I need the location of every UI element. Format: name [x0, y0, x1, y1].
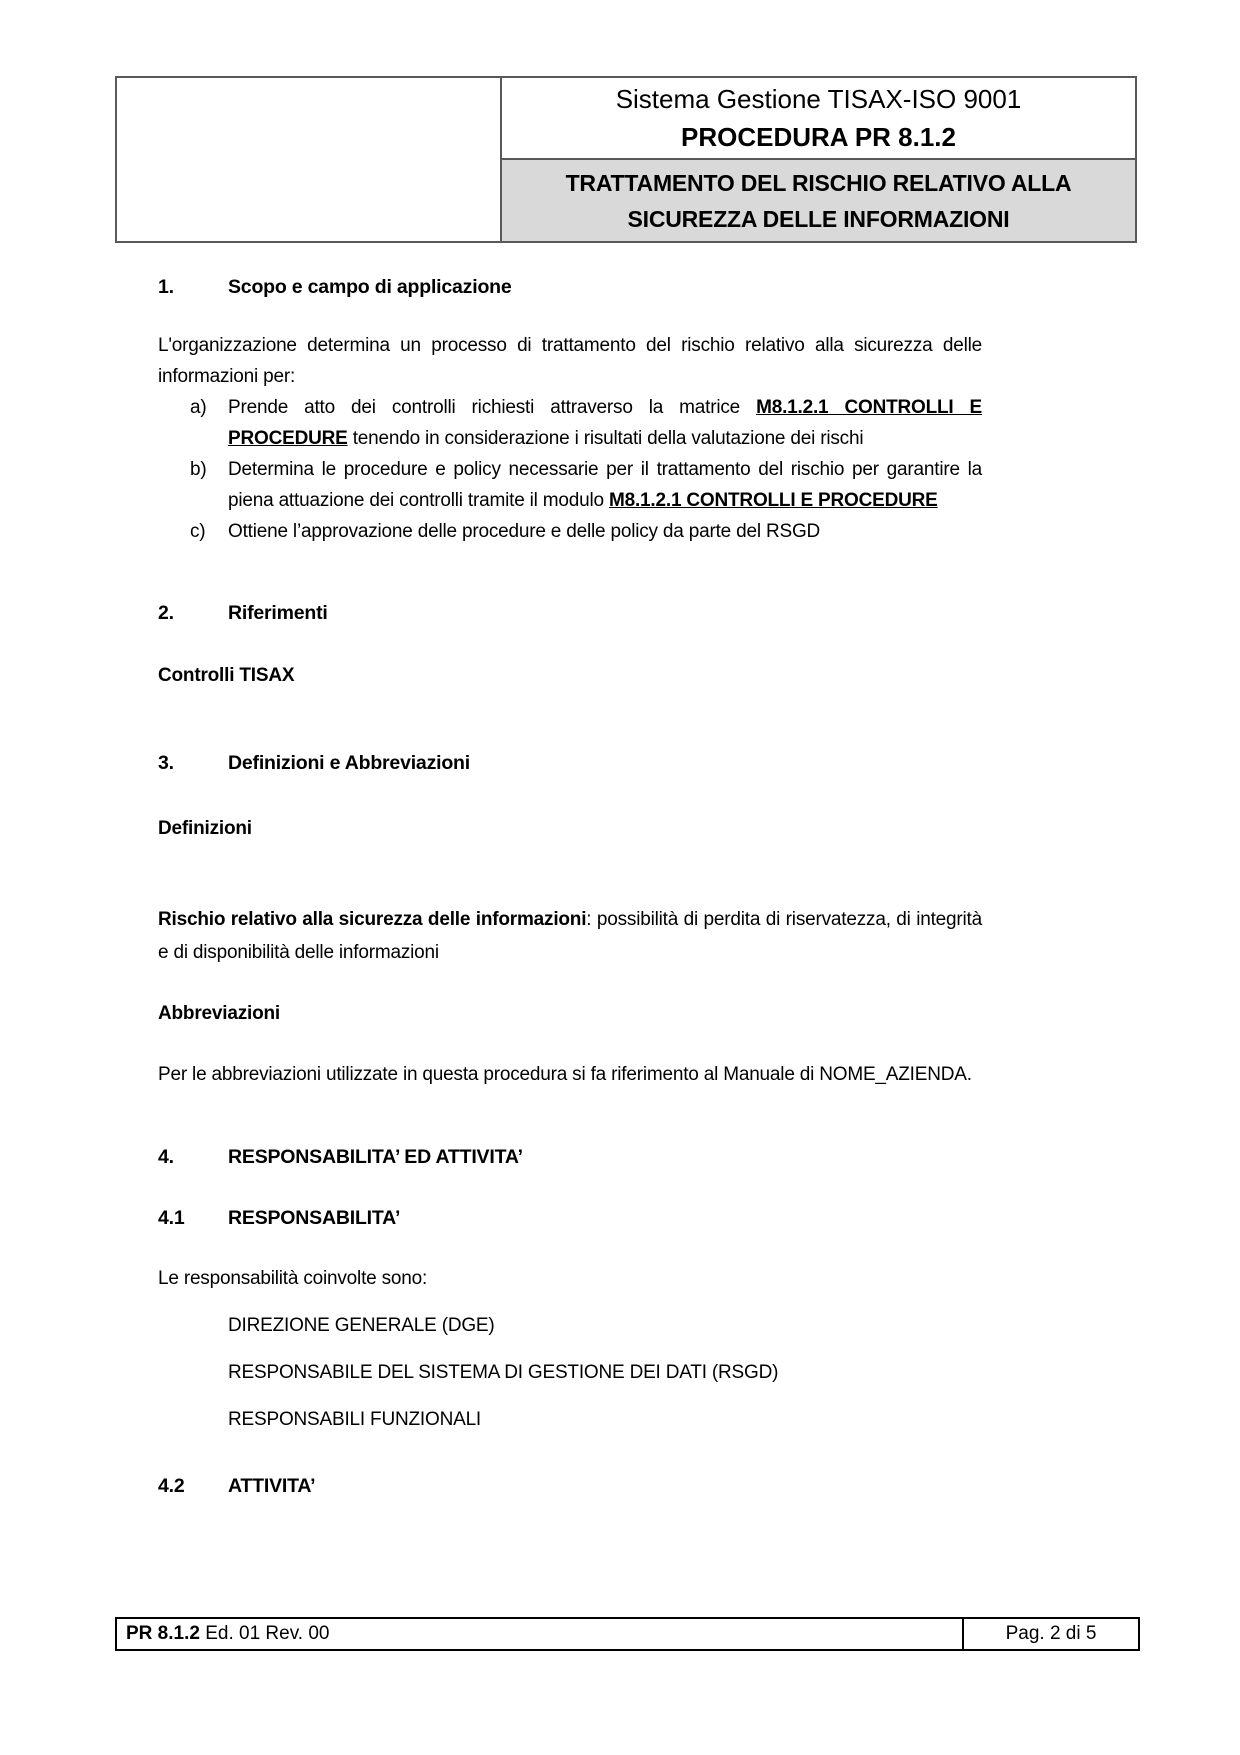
- module-reference: M8.1.2.1 CONTROLLI E PROCEDURE: [608, 490, 938, 511]
- logo-placeholder: [117, 78, 502, 241]
- list-item-c: [158, 516, 982, 547]
- definition-text: : possibilità di perdita di riservatezza, di integrità e di disponibilità delle informazioni: [158, 909, 982, 963]
- list-item-a: [158, 392, 982, 454]
- responsibility-item: DIREZIONE GENERALE (DGE): [228, 1315, 495, 1336]
- list-text-b: [228, 454, 982, 516]
- document-body: [158, 272, 982, 1502]
- responsibilities-intro: Le responsabilità coinvolte sono:: [158, 1268, 428, 1289]
- abbreviations-paragraph: Per le abbreviazioni utilizzate in questa procedura si fa riferimento al Manuale di NOME_AZIENDA.: [158, 1064, 972, 1085]
- section-2-heading: [158, 598, 982, 629]
- definitions-label: Definizioni: [158, 818, 252, 839]
- section-4-2-number: 4.2: [158, 1475, 185, 1497]
- list-c-pre: Ottiene l’approvazione delle procedure e delle policy da parte del RSGD: [228, 521, 821, 542]
- section-4-1-title: RESPONSABILITA’: [228, 1207, 401, 1229]
- responsibility-item: RESPONSABILE DEL SISTEMA DI GESTIONE DEI DATI (RSGD): [228, 1362, 779, 1383]
- section-1-heading: [158, 272, 982, 303]
- responsibility-item: RESPONSABILI FUNZIONALI: [228, 1409, 482, 1430]
- footer-page-cell: [962, 1619, 1138, 1649]
- section-4-2-title: ATTIVITA’: [228, 1475, 316, 1497]
- list-a-post: tenendo in considerazione i risultati della valutazione dei rischi: [347, 428, 864, 449]
- section-2-title: Riferimenti: [228, 602, 328, 624]
- section-1-number: 1.: [158, 276, 174, 298]
- list-marker-c: c): [190, 521, 206, 542]
- list-marker-b: b): [190, 459, 207, 480]
- section-4-title: RESPONSABILITA’ ED ATTIVITA’: [228, 1146, 523, 1168]
- list-text-c: [228, 516, 982, 547]
- section-1-intro: L'organizzazione determina un processo di trattamento del rischio relativo alla sicurezza delle informazioni per:: [158, 335, 982, 387]
- definition-term: Rischio relativo alla sicurezza delle informazioni: [158, 909, 587, 930]
- header-title-cell: [502, 78, 1135, 160]
- definition-paragraph: [158, 903, 982, 969]
- footer-edition: Ed. 01 Rev. 00: [199, 1623, 330, 1644]
- section-3-heading: [158, 748, 982, 779]
- section-2-number: 2.: [158, 602, 174, 624]
- abbreviations-label: Abbreviazioni: [158, 1003, 280, 1024]
- section-3-title: Definizioni e Abbreviazioni: [228, 752, 470, 774]
- procedure-title: PROCEDURA PR 8.1.2: [681, 122, 956, 152]
- list-b-pre: Determina le procedure e policy necessarie per il trattamento del rischio per garantire la piena attuazione dei controlli tramite il modulo: [228, 459, 982, 511]
- list-text-a: [228, 392, 982, 454]
- footer-document-code-cell: [117, 1619, 962, 1649]
- section-4-heading: [158, 1142, 982, 1173]
- section-3-number: 3.: [158, 752, 174, 774]
- system-title: Sistema Gestione TISAX-ISO 9001: [615, 84, 1022, 114]
- section-4-2-heading: [158, 1471, 982, 1502]
- references-text: Controlli TISAX: [158, 665, 295, 686]
- document-header-table: [115, 76, 1137, 243]
- section-4-1-heading: [158, 1203, 982, 1234]
- footer-page-number: Pag. 2 di 5: [1005, 1623, 1097, 1644]
- module-reference: M8.1.2.1 CONTROLLI E PROCEDURE: [228, 397, 983, 449]
- document-footer-table: [115, 1617, 1140, 1651]
- list-marker-a: a): [190, 397, 207, 418]
- list-item-b: [158, 454, 982, 516]
- document-subject-cell: [502, 160, 1135, 241]
- footer-code: PR 8.1.2: [126, 1623, 200, 1644]
- document-title: TRATTAMENTO DEL RISCHIO RELATIVO ALLA SICUREZZA DELLE INFORMAZIONI: [565, 169, 1072, 232]
- section-4-number: 4.: [158, 1146, 174, 1168]
- section-4-1-number: 4.1: [158, 1207, 185, 1229]
- list-a-pre: Prende atto dei controlli richiesti attraverso la matrice: [228, 397, 757, 418]
- section-1-title: Scopo e campo di applicazione: [228, 276, 512, 298]
